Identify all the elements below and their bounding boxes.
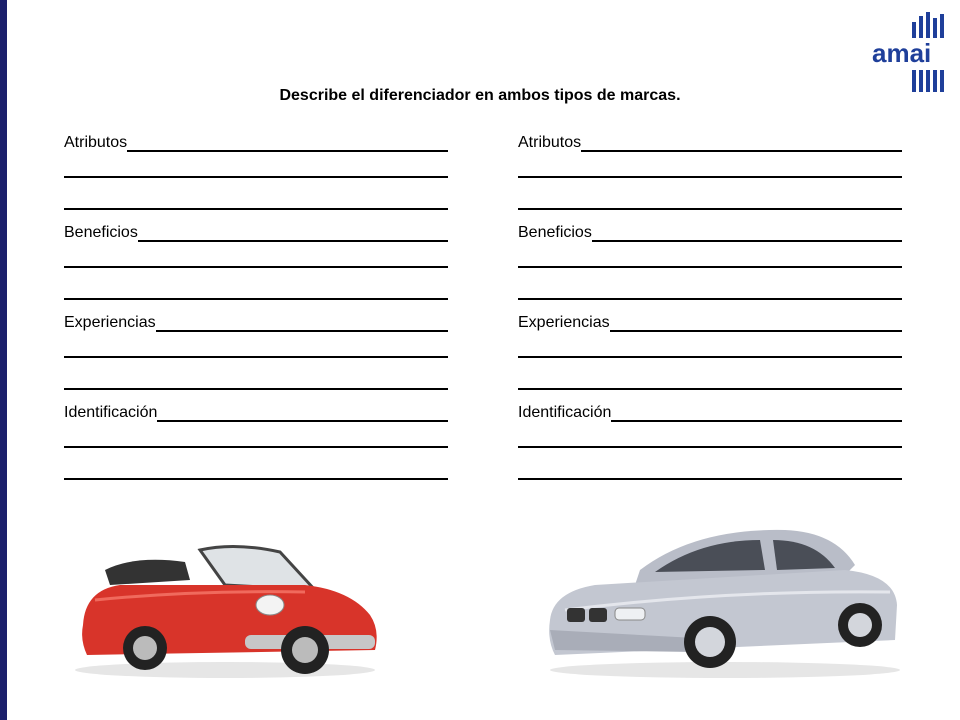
field-section-identificacion — [518, 400, 908, 490]
answer-line[interactable] — [64, 332, 448, 358]
field-label: Atributos — [64, 134, 128, 151]
amai-logo — [870, 12, 950, 97]
answer-line[interactable] — [64, 242, 448, 268]
left-accent-bar — [0, 0, 7, 720]
answer-line[interactable] — [518, 422, 902, 448]
answer-line[interactable] — [157, 402, 448, 422]
silver-sedan-car-image — [545, 520, 905, 680]
answer-line[interactable] — [156, 312, 448, 332]
field-label: Beneficios — [518, 224, 592, 241]
field-section-identificacion — [64, 400, 454, 490]
answer-line[interactable] — [127, 132, 448, 152]
answer-line[interactable] — [518, 242, 902, 268]
field-section-atributos — [518, 130, 908, 220]
field-label: Identificación — [518, 404, 612, 421]
answer-line[interactable] — [64, 422, 448, 448]
answer-line[interactable] — [518, 268, 902, 300]
field-section-beneficios — [518, 220, 908, 310]
answer-line[interactable] — [518, 448, 902, 480]
answer-line[interactable] — [518, 358, 902, 390]
field-section-beneficios — [64, 220, 454, 310]
field-label: Experiencias — [518, 314, 610, 331]
answer-line[interactable] — [592, 222, 902, 242]
left-column — [64, 130, 454, 490]
answer-line[interactable] — [64, 448, 448, 480]
answer-line[interactable] — [581, 132, 902, 152]
answer-line[interactable] — [64, 268, 448, 300]
field-label: Beneficios — [64, 224, 138, 241]
answer-line[interactable] — [64, 152, 448, 178]
logo-text: amai — [872, 38, 932, 68]
answer-line[interactable] — [64, 358, 448, 390]
field-label: Experiencias — [64, 314, 156, 331]
answer-line[interactable] — [518, 332, 902, 358]
answer-line[interactable] — [64, 178, 448, 210]
answer-line[interactable] — [518, 152, 902, 178]
field-label: Atributos — [518, 134, 582, 151]
answer-line[interactable] — [610, 312, 902, 332]
answer-line[interactable] — [611, 402, 902, 422]
field-section-atributos — [64, 130, 454, 220]
field-section-experiencias — [64, 310, 454, 400]
page-title: Describe el diferenciador en ambos tipos de marcas. — [279, 87, 681, 104]
field-section-experiencias — [518, 310, 908, 400]
answer-line[interactable] — [518, 178, 902, 210]
right-column — [518, 130, 908, 490]
answer-line[interactable] — [138, 222, 448, 242]
red-convertible-car-image — [75, 530, 385, 680]
field-label: Identificación — [64, 404, 158, 421]
